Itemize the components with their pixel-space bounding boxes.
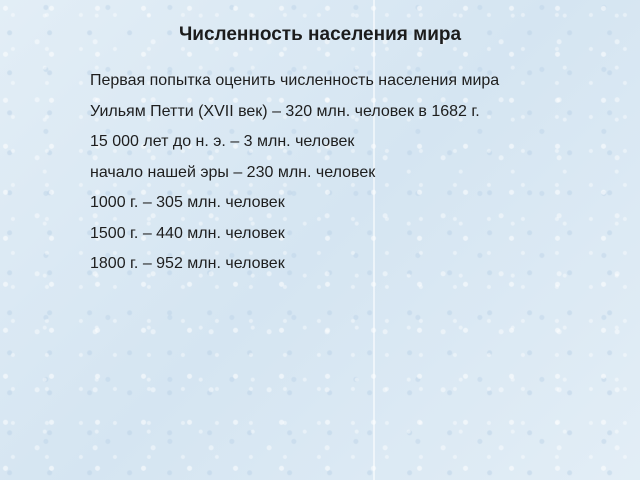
body-line: 1000 г. – 305 млн. человек <box>90 194 285 211</box>
slide-body <box>90 70 630 284</box>
body-line: 15 000 лет до н. э. – 3 млн. человек <box>90 133 355 150</box>
body-line: Уильям Петти (XVII век) – 320 млн. человек в 1682 г. <box>90 102 480 120</box>
body-line: начало нашей эры – 230 млн. человек <box>90 163 376 181</box>
body-line: 1800 г. – 952 млн. человек <box>90 255 285 272</box>
body-line: 1500 г. – 440 млн. человек <box>90 224 285 242</box>
body-line: Первая попытка оценить численность населения мира <box>90 72 500 89</box>
slide-title: Численность населения мира <box>178 24 462 45</box>
